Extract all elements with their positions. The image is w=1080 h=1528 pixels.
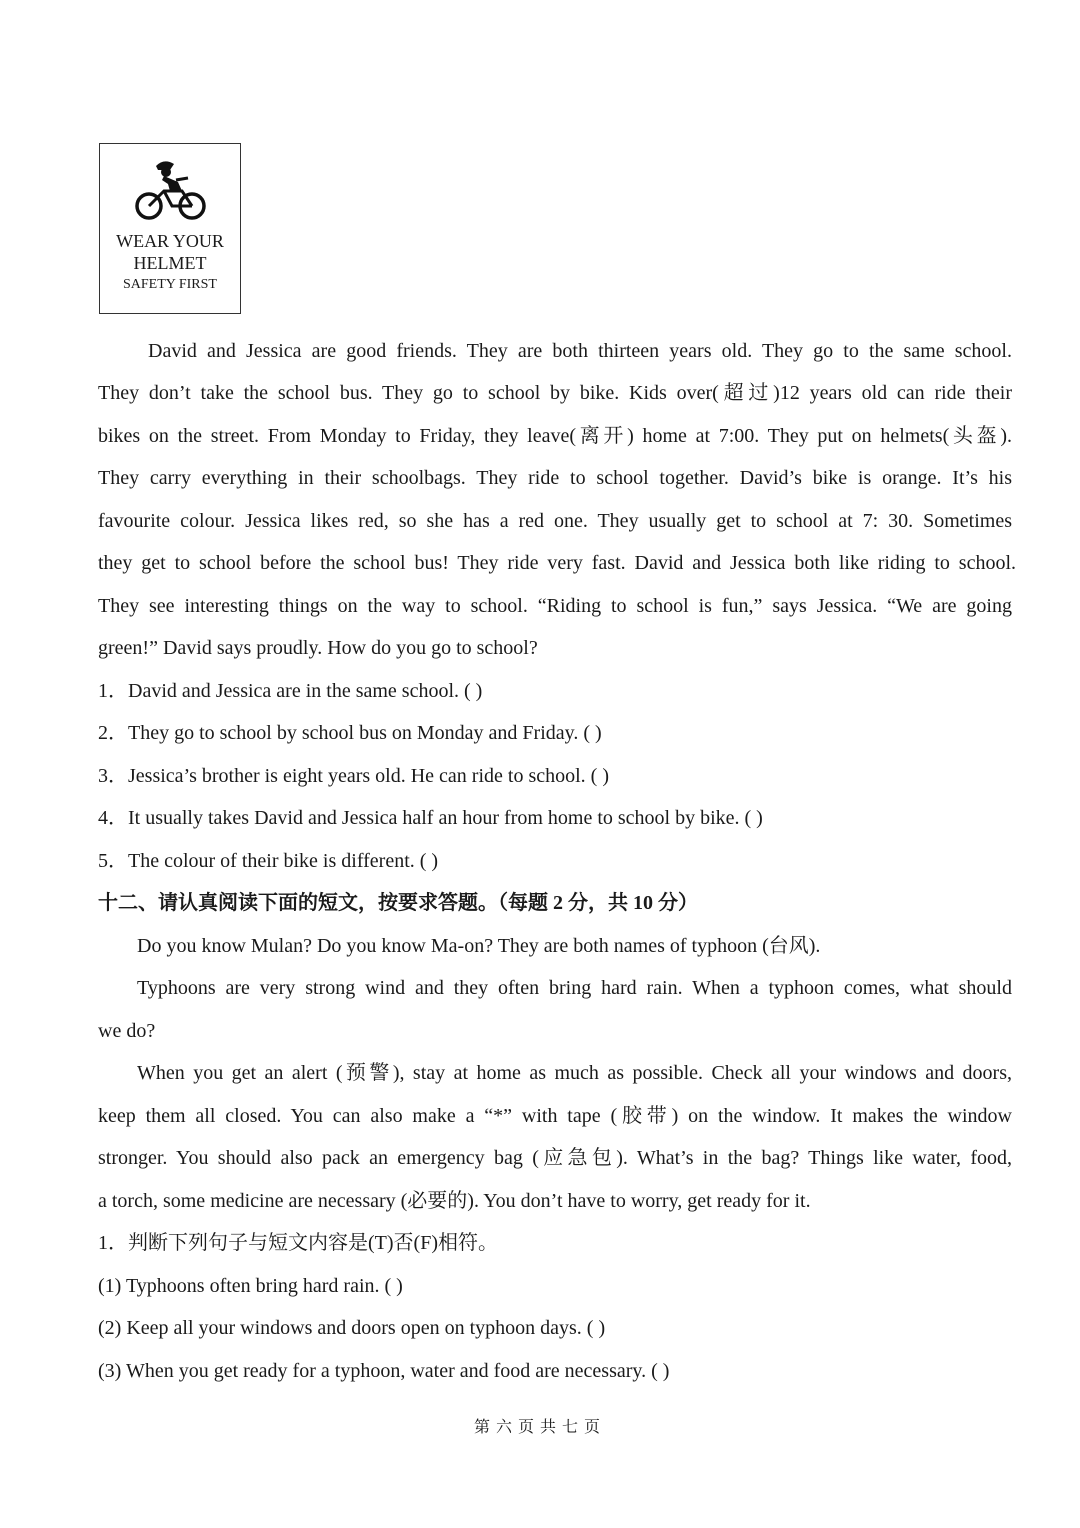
cyclist-icon <box>134 158 208 220</box>
sign-line-3: SAFETY FIRST <box>122 277 217 292</box>
points-each: 2 <box>553 892 563 914</box>
passage2-line: Typhoons are very strong wind and they often bring hard rain. When a typhoon comes, what should <box>137 977 1012 999</box>
passage1-line: bikes on the street. From Monday to Friday, they leave(离开) home at 7:00. They put on helmets(头盔). <box>98 425 1012 447</box>
question-item: 5．The colour of their bike is different. ( ) <box>98 850 439 872</box>
sign-line-1: WEAR YOUR <box>116 231 224 251</box>
question-item: 1．David and Jessica are in the same school. ( ) <box>98 680 483 702</box>
section-12-prefix: 十二、请认真阅读下面的短文，按要求答题。（每题 <box>98 892 553 914</box>
passage2-line: keep them all closed. You can also make a “*” with tape (胶带) on the window. It makes the window <box>98 1105 1012 1127</box>
tf-instruction: 1．判断下列句子与短文内容是(T)否(F)相符。 <box>98 1232 498 1254</box>
passage1-line: they get to school before the school bus! They ride very fast. David and Jessica both like riding to school. <box>98 552 1016 574</box>
section-12-heading <box>98 888 1018 918</box>
page-footer: 第六页共七页 <box>473 1419 606 1436</box>
tf-question: (1) Typhoons often bring hard rain. ( ) <box>98 1275 403 1297</box>
passage2-line: When you get an alert (预警), stay at home as much as possible. Check all your windows and doors, <box>137 1062 1012 1084</box>
passage2-line: Do you know Mulan? Do you know Ma-on? They are both names of typhoon (台风). <box>137 935 821 957</box>
section-12-middle: 分，共 <box>563 892 633 914</box>
passage1-line: David and Jessica are good friends. They are both thirteen years old. They go to the same school. <box>148 340 1012 362</box>
passage1-line: They carry everything in their schoolbags. They ride to school together. David’s bike is orange. It’s his <box>98 467 1012 489</box>
passage1-line: They see interesting things on the way to school. “Riding to school is fun,” says Jessica. “We are going <box>98 595 1012 617</box>
helmet-safety-sign <box>99 143 241 314</box>
passage1-line: green!” David says proudly. How do you go to school? <box>98 637 538 659</box>
question-item: 2．They go to school by school bus on Monday and Friday. ( ) <box>98 722 602 744</box>
section-12-suffix: 分） <box>653 892 698 914</box>
passage1-line: They don’t take the school bus. They go to school by bike. Kids over(超过)12 years old can ride their <box>98 382 1012 404</box>
passage2-line: a torch, some medicine are necessary (必要的). You don’t have to worry, get ready for it. <box>98 1190 811 1212</box>
passage2-line: we do? <box>98 1020 156 1042</box>
question-item: 4．It usually takes David and Jessica half an hour from home to school by bike. ( ) <box>98 807 763 829</box>
passage1-line: favourite colour. Jessica likes red, so she has a red one. They usually get to school at 7: 30. Sometimes <box>98 510 1012 532</box>
points-total: 10 <box>633 892 653 914</box>
tf-question: (2) Keep all your windows and doors open on typhoon days. ( ) <box>98 1317 606 1339</box>
sign-line-2: HELMET <box>133 253 207 273</box>
question-item: 3．Jessica’s brother is eight years old. He can ride to school. ( ) <box>98 765 609 787</box>
passage2-line: stronger. You should also pack an emergency bag (应急包). What’s in the bag? Things like water, food, <box>98 1147 1012 1169</box>
tf-question: (3) When you get ready for a typhoon, water and food are necessary. ( ) <box>98 1360 670 1382</box>
